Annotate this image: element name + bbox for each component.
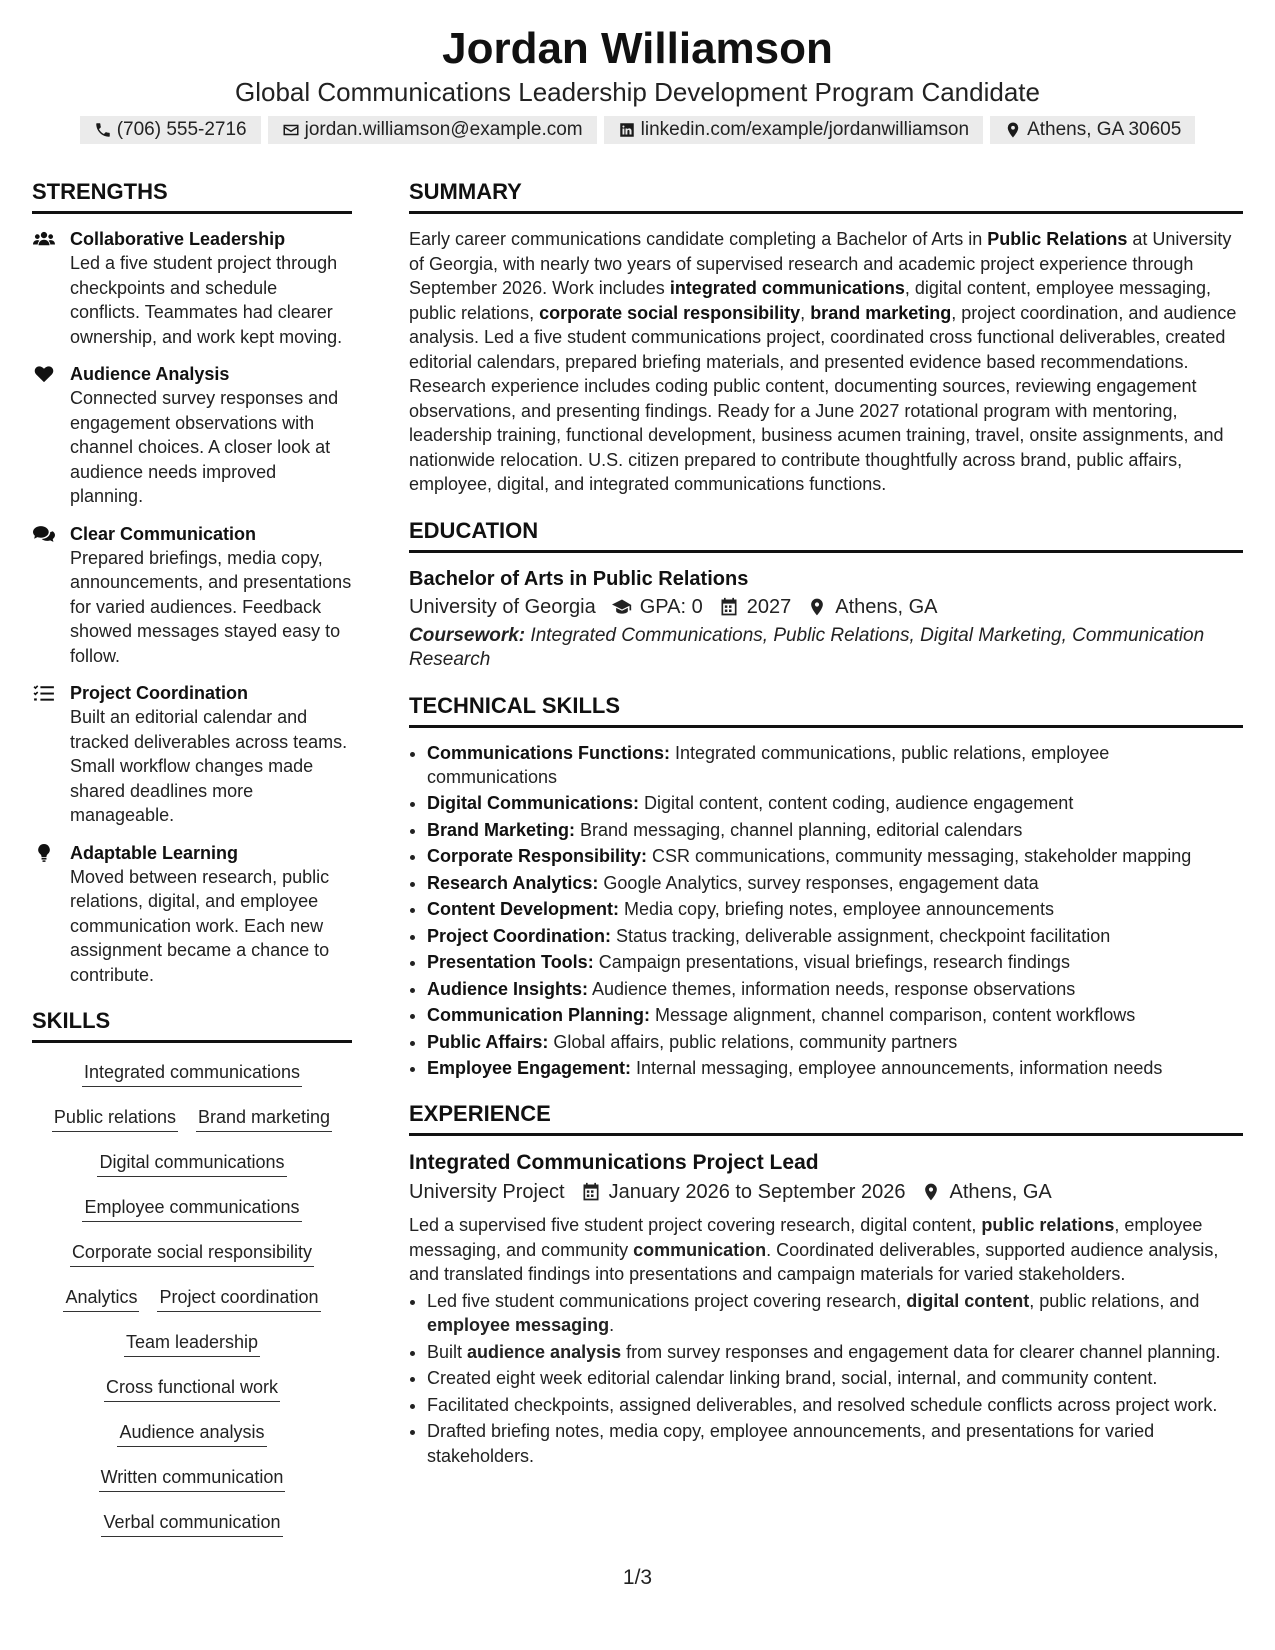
skill-tag: Team leadership (124, 1330, 260, 1357)
summary-heading: SUMMARY (409, 178, 1243, 214)
summary-section (409, 178, 1243, 497)
emphasis-text: corporate social responsibility (539, 302, 801, 323)
skill-value: Message alignment, channel comparison, content workflows (650, 1005, 1136, 1025)
strength-desc: Built an editorial calendar and tracked deliverables across teams. Small workflow changes made shared deadlines more manageable. (70, 707, 348, 825)
left-column (32, 178, 352, 1537)
education-location: Athens, GA (835, 595, 938, 618)
list-item (427, 818, 1243, 842)
skill-label: Communications Functions: (427, 742, 670, 763)
list-item (427, 1366, 1243, 1391)
emphasis-text: public relations (981, 1215, 1115, 1235)
heart-icon (33, 365, 55, 383)
list-item (427, 1056, 1243, 1080)
text-run: , public relations, and (1029, 1290, 1200, 1311)
skill-tag: Audience analysis (117, 1420, 266, 1447)
users-icon (33, 230, 55, 248)
list-item (427, 871, 1243, 895)
text-run: Created eight week editorial calendar linking brand, social, internal, and community content. (427, 1368, 1158, 1388)
technical-skills-section (409, 692, 1243, 1081)
strength-title: Clear Communication (70, 523, 257, 544)
right-column (409, 178, 1243, 1488)
lightbulb-icon (33, 844, 55, 862)
contact-phone[interactable] (80, 116, 261, 144)
skill-tag: Analytics (63, 1285, 139, 1312)
skill-value: Audience themes, information needs, response observations (588, 978, 1076, 999)
skill-value: Status tracking, deliverable assignment, checkpoint facilitation (611, 925, 1111, 946)
coursework-list: Integrated Communications, Public Relations, Digital Marketing, Communication Research (409, 624, 1205, 670)
strength-title: Audience Analysis (70, 364, 230, 384)
technical-skills-list (409, 741, 1243, 1081)
contact-location (990, 116, 1195, 144)
skill-tag: Integrated communications (82, 1060, 302, 1087)
text-run: Facilitated checkpoints, assigned deliverables, and resolved schedule conflicts across project work. (427, 1394, 1218, 1415)
strength-item (32, 362, 352, 509)
coursework (409, 624, 1243, 672)
text-run: . (609, 1315, 615, 1335)
list-item (427, 950, 1243, 974)
education-heading: EDUCATION (409, 517, 1243, 553)
candidate-name: Jordan Williamson (442, 24, 833, 73)
skill-tag: Employee communications (82, 1195, 301, 1222)
skill-label: Content Development: (427, 899, 620, 919)
list-item (427, 1393, 1243, 1418)
strength-desc: Moved between research, public relations, digital, and employee communication work. Each new assignment became a chance to contribute. (70, 866, 330, 985)
skill-tag: Public relations (52, 1105, 178, 1132)
contact-email[interactable] (268, 116, 597, 144)
list-item (427, 977, 1243, 1001)
envelope-icon (282, 121, 300, 139)
job-location: Athens, GA (949, 1181, 1052, 1203)
strength-desc: Connected survey responses and engagement observations with channel choices. A closer look at audience needs improved planning. (70, 388, 339, 506)
skill-value: Global affairs, public relations, community partners (548, 1031, 958, 1052)
graduation-year: 2027 (746, 595, 792, 618)
list-item (427, 897, 1243, 921)
job-bullets (409, 1289, 1243, 1469)
emphasis-text: integrated communications (669, 278, 905, 298)
skill-value: CSR communications, community messaging, stakeholder mapping (647, 846, 1192, 866)
emphasis-text: brand marketing (810, 302, 952, 323)
skill-value: Internal messaging, employee announcements, information needs (631, 1058, 1163, 1078)
strength-title: Project Coordination (70, 683, 249, 703)
job-title: Integrated Communications Project Lead (409, 1151, 819, 1174)
strength-title: Collaborative Leadership (70, 229, 286, 249)
list-item (427, 1419, 1243, 1468)
emphasis-text: communication (633, 1239, 767, 1260)
skill-tags (32, 1056, 352, 1537)
skill-label: Corporate Responsibility: (427, 846, 648, 866)
job-dates: January 2026 to September 2026 (608, 1181, 906, 1203)
strength-item (32, 841, 352, 988)
map-pin-icon (921, 1182, 941, 1202)
school-name: University of Georgia (409, 595, 596, 618)
technical-skills-heading: TECHNICAL SKILLS (409, 692, 1243, 728)
strength-item (32, 522, 352, 669)
text-run: Built (427, 1341, 468, 1362)
text-run: , project coordination, and audience analysis. Led a five student communications project, coordinated cross functional deliverables, created editorial calendars, prepared briefing materials, and presented evidence based recommendations. Research experience includes coding public content, documenting sources, reviewing engagement observations, and presenting findings. Ready for a June 2027 rotational program with mentoring, leadership training, functional development, business acumen training, travel, onsite assignments, and nationwide relocation. U.S. citizen prepared to contribute thoughtfully across brand, public affairs, employee, digital, and integrated communications functions. (409, 302, 1237, 494)
degree-title: Bachelor of Arts in Public Relations (409, 567, 749, 590)
text-run: Early career communications candidate completing a Bachelor of Arts in (409, 229, 988, 249)
skill-label: Digital Communications: (427, 793, 640, 813)
strength-desc: Led a five student project through checkpoints and schedule conflicts. Teammates had clearer ownership, and work kept moving. (70, 253, 343, 347)
skill-value: Google Analytics, survey responses, engagement data (598, 872, 1039, 893)
calendar-icon (719, 597, 739, 617)
list-item (427, 924, 1243, 948)
graduation-cap-icon (612, 597, 632, 617)
candidate-headline: Global Communications Leadership Development Program Candidate (235, 77, 1040, 107)
strength-desc: Prepared briefings, media copy, announcements, and presentations for varied audiences. Feedback showed messages stayed easy to follow. (70, 547, 352, 666)
education-section (409, 517, 1243, 672)
resume-header (0, 22, 1275, 144)
task-list-icon (33, 684, 55, 702)
skills-heading: SKILLS (32, 1007, 352, 1043)
job-meta (409, 1177, 1243, 1207)
skill-value: Integrated communications, public relations, employee communications (427, 742, 1110, 787)
text-run: Drafted briefing notes, media copy, employee announcements, and presentations for varied stakeholders. (427, 1421, 1155, 1466)
skill-tag: Digital communications (97, 1150, 286, 1177)
contact-linkedin-text: linkedin.com/example/jordanwilliamson (640, 119, 970, 140)
text-run: , digital content, employee messaging, public relations, (409, 278, 1212, 323)
list-item (427, 1289, 1243, 1338)
skill-value: Brand messaging, channel planning, editorial calendars (575, 819, 1023, 840)
contact-email-text: jordan.williamson@example.com (304, 119, 583, 140)
skill-tag: Cross functional work (104, 1375, 280, 1402)
comments-icon (33, 525, 55, 543)
gpa: GPA: 0 (639, 595, 703, 618)
skill-tag: Project coordination (157, 1285, 320, 1312)
skills-section (32, 1007, 352, 1537)
skill-tag: Corporate social responsibility (70, 1240, 314, 1267)
skill-label: Audience Insights: (427, 978, 589, 999)
skill-value: Media copy, briefing notes, employee announcements (619, 899, 1054, 919)
experience-heading: EXPERIENCE (409, 1100, 1243, 1136)
skill-value: Campaign presentations, visual briefings, research findings (593, 952, 1070, 972)
text-run: , employee messaging, and community (409, 1215, 1203, 1260)
text-run: Led a supervised five student project covering research, digital content, (409, 1215, 982, 1235)
emphasis-text: Public Relations (987, 229, 1128, 249)
job-summary (409, 1213, 1243, 1287)
contact-location-text: Athens, GA 30605 (1027, 119, 1182, 140)
text-run: , (800, 302, 811, 323)
linkedin-icon (618, 121, 636, 139)
list-item (427, 791, 1243, 815)
page-number: 1/3 (622, 1566, 653, 1589)
emphasis-text: audience analysis (467, 1341, 622, 1362)
calendar-icon (581, 1182, 601, 1202)
skill-label: Project Coordination: (427, 925, 611, 946)
skill-label: Employee Engagement: (427, 1058, 632, 1078)
list-item (427, 741, 1243, 789)
skill-tag: Brand marketing (196, 1105, 332, 1132)
map-pin-icon (1004, 121, 1022, 139)
skill-tag: Verbal communication (101, 1510, 282, 1537)
skill-label: Public Affairs: (427, 1031, 549, 1052)
strength-item (32, 681, 352, 828)
contact-linkedin[interactable] (604, 116, 983, 144)
phone-icon (94, 121, 112, 139)
emphasis-text: employee messaging (427, 1315, 610, 1335)
contact-bar (0, 116, 1275, 144)
list-item (427, 1340, 1243, 1365)
organization: University Project (409, 1181, 565, 1203)
summary-text (409, 227, 1243, 497)
strength-item (32, 227, 352, 349)
list-item (427, 1003, 1243, 1027)
experience-section (409, 1100, 1243, 1468)
skill-tag: Written communication (99, 1465, 286, 1492)
contact-phone-text: (706) 555-2716 (116, 119, 247, 140)
skill-label: Research Analytics: (427, 872, 599, 893)
skill-label: Communication Planning: (427, 1005, 650, 1025)
skill-label: Presentation Tools: (427, 952, 594, 972)
text-run: at University of Georgia, with nearly two years of supervised research and academic project experience through September 2026. Work includes (409, 229, 1232, 298)
emphasis-text: digital content (906, 1290, 1030, 1311)
text-run: . Coordinated deliverables, supported audience analysis, and translated findings into presentations and campaign materials for varied stakeholders. (409, 1239, 1219, 1284)
coursework-label: Coursework: (409, 624, 526, 646)
text-run: Led five student communications project covering research, (427, 1290, 907, 1311)
text-run: from survey responses and engagement data for clearer channel planning. (621, 1341, 1221, 1362)
skill-value: Digital content, content coding, audience engagement (639, 793, 1074, 813)
education-meta (409, 592, 1243, 622)
list-item (427, 1030, 1243, 1054)
list-item (427, 844, 1243, 868)
skill-label: Brand Marketing: (427, 819, 576, 840)
strengths-heading: STRENGTHS (32, 178, 352, 214)
strength-title: Adaptable Learning (70, 842, 239, 863)
map-pin-icon (807, 597, 827, 617)
